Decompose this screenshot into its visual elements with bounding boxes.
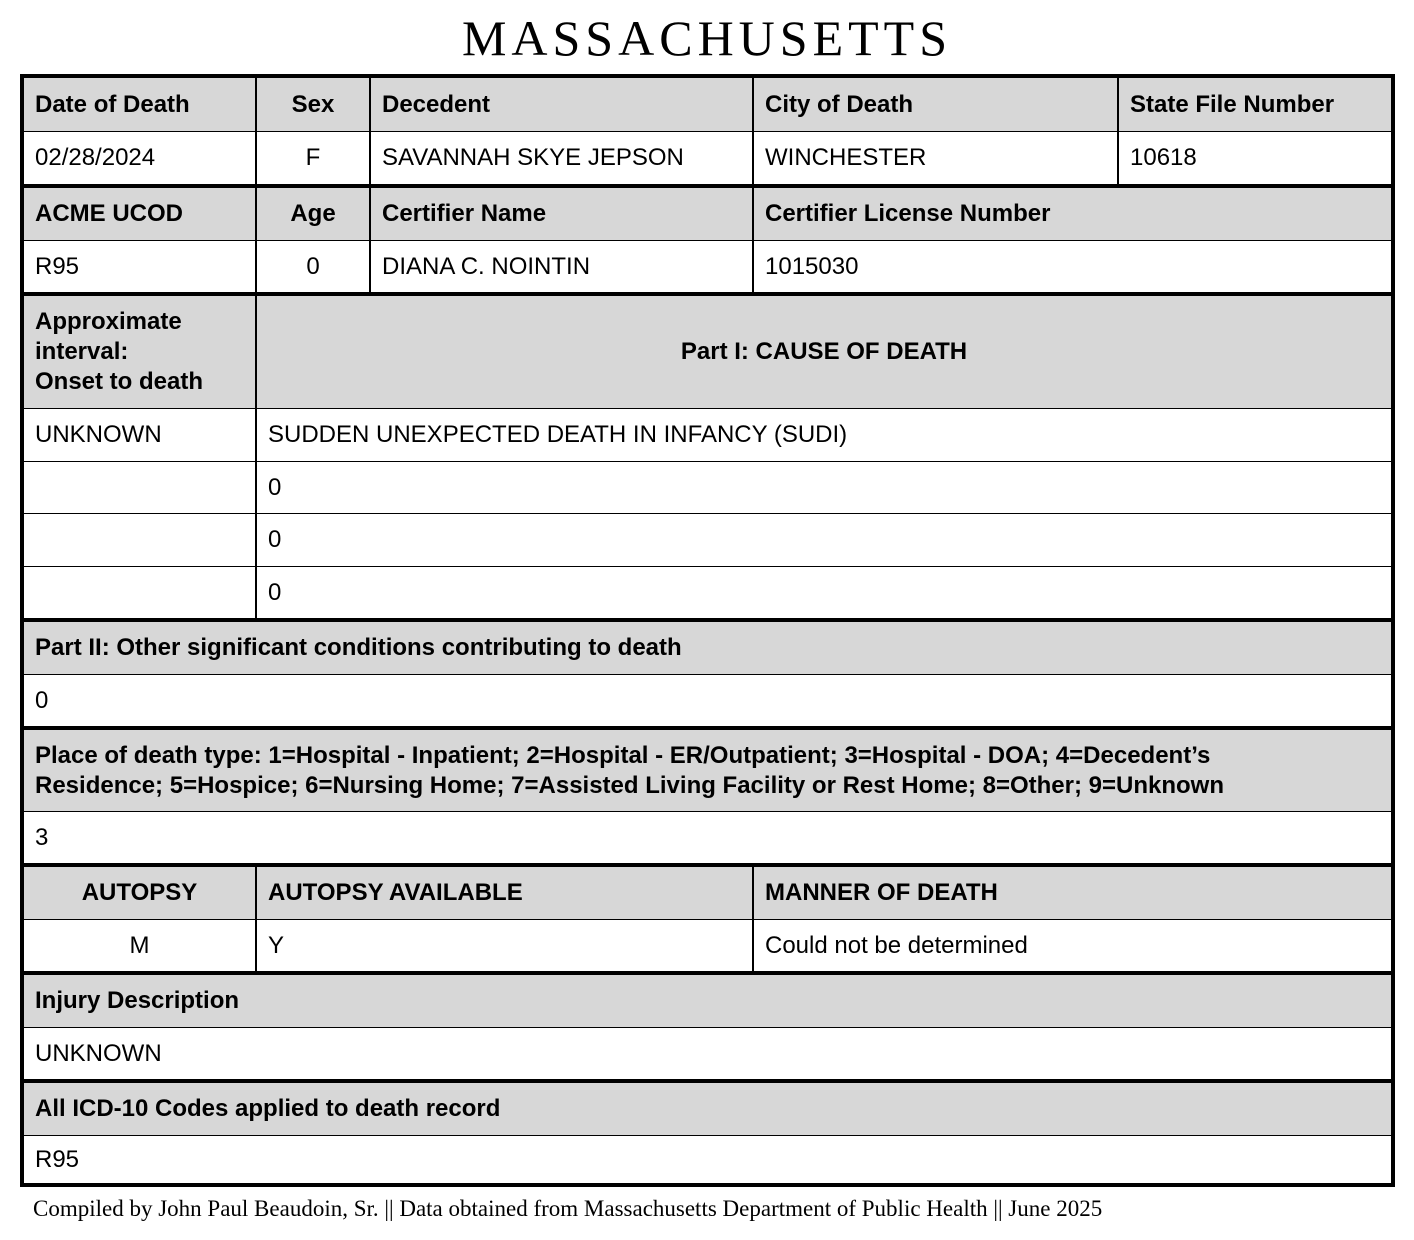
cause-row xyxy=(24,409,1391,462)
section1-header-row xyxy=(24,78,1391,132)
header-interval xyxy=(24,296,257,408)
place-legend-line: Residence; 5=Hospice; 6=Nursing Home; 7=Assisted Living Facility or Rest Home; 8=Other; 9=Unknown xyxy=(35,771,1224,799)
autopsy-value-row xyxy=(24,920,1391,975)
cause-row xyxy=(24,462,1391,514)
section2-header-row xyxy=(24,188,1391,241)
header-city-of-death: City of Death xyxy=(754,78,1119,131)
header-cause-of-death: Part I: CAUSE OF DEATH xyxy=(680,338,968,365)
death-record-form xyxy=(20,74,1395,1187)
header-injury-description: Injury Description xyxy=(35,987,240,1014)
injury-header-row xyxy=(24,975,1391,1028)
cause-interval xyxy=(24,514,257,566)
footer-credit: Compiled by John Paul Beaudoin, Sr. || Data obtained from Massachusetts Department of Public Health || June 2025 xyxy=(33,1196,1103,1221)
value-age: 0 xyxy=(257,241,371,292)
interval-label-line: Approximate xyxy=(35,308,182,335)
section2-value-row xyxy=(24,241,1391,296)
value-decedent: SAVANNAH SKYE JEPSON xyxy=(371,132,754,184)
value-manner-of-death: Could not be determined xyxy=(765,931,1028,959)
cause-text: SUDDEN UNEXPECTED DEATH IN INFANCY (SUDI) xyxy=(268,421,848,448)
value-autopsy-available: Y xyxy=(257,920,754,971)
value-acme-ucod: R95 xyxy=(24,241,257,292)
header-certifier-license: Certifier License Number xyxy=(765,200,1051,227)
place-header-row xyxy=(24,730,1391,812)
autopsy-header-row xyxy=(24,867,1391,920)
header-sex: Sex xyxy=(257,78,371,131)
header-certifier-name: Certifier Name xyxy=(371,188,754,240)
value-city-of-death: WINCHESTER xyxy=(754,132,1119,184)
header-decedent: Decedent xyxy=(371,78,754,131)
value-icd-codes: R95 xyxy=(35,1145,80,1173)
cause-text: 0 xyxy=(268,473,282,501)
value-injury-description: UNKNOWN xyxy=(35,1039,162,1067)
value-date-of-death: 02/28/2024 xyxy=(24,132,257,184)
value-state-file-number: 10618 xyxy=(1130,144,1197,171)
icd-value-row xyxy=(24,1136,1391,1183)
header-manner-of-death: MANNER OF DEATH xyxy=(765,879,998,906)
icd-header-row xyxy=(24,1083,1391,1136)
header-date-of-death: Date of Death xyxy=(24,78,257,131)
value-place-of-death-type: 3 xyxy=(35,823,49,851)
header-icd-codes: All ICD-10 Codes applied to death record xyxy=(35,1095,501,1122)
interval-label-line: interval: xyxy=(35,338,129,365)
header-acme-ucod: ACME UCOD xyxy=(24,188,257,240)
value-certifier-license: 1015030 xyxy=(765,252,859,280)
place-legend-line: Place of death type: 1=Hospital - Inpatient; 2=Hospital - ER/Outpatient; 3=Hospital - DOA; 4=Decedent’s xyxy=(35,741,1211,769)
cause-interval: UNKNOWN xyxy=(24,409,257,461)
value-certifier-name: DIANA C. NOINTIN xyxy=(371,241,754,292)
place-value-row xyxy=(24,812,1391,867)
interval-label-line: Onset to death xyxy=(35,368,204,395)
value-part2: 0 xyxy=(35,686,49,714)
header-place-of-death-type xyxy=(24,730,1391,811)
header-state-file-number: State File Number xyxy=(1130,90,1335,118)
header-age: Age xyxy=(257,188,371,240)
part2-header-row xyxy=(24,622,1391,675)
injury-value-row xyxy=(24,1028,1391,1083)
cause-interval xyxy=(24,462,257,513)
cause-interval xyxy=(24,567,257,618)
cause-row xyxy=(24,567,1391,622)
header-part2: Part II: Other significant conditions contributing to death xyxy=(35,634,682,661)
header-autopsy: AUTOPSY xyxy=(24,867,257,919)
value-autopsy: M xyxy=(24,920,257,971)
part2-value-row xyxy=(24,675,1391,730)
header-autopsy-available: AUTOPSY AVAILABLE xyxy=(257,867,754,919)
value-sex: F xyxy=(257,132,371,184)
cause-text: 0 xyxy=(268,578,282,606)
cause-text: 0 xyxy=(268,526,282,553)
cause-row xyxy=(24,514,1391,567)
page-title: MASSACHUSETTS xyxy=(461,10,953,66)
part1-header-row xyxy=(24,296,1391,409)
section1-value-row xyxy=(24,132,1391,188)
